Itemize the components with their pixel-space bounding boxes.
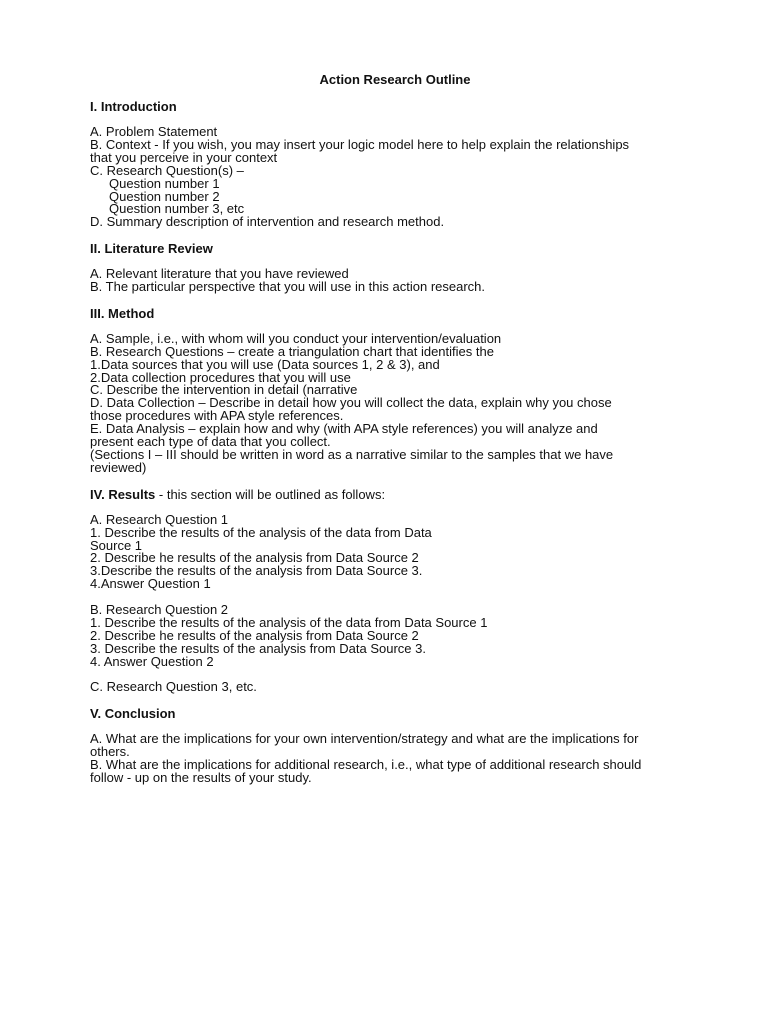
results-line: A. Research Question 1 bbox=[90, 511, 229, 527]
literature-line: B. The particular perspective that you will use in this action research. bbox=[90, 279, 486, 295]
results-line: 3. Describe the results of the analysis from Data Source 3. bbox=[90, 640, 426, 656]
section-method bbox=[90, 307, 690, 475]
intro-line: D. Summary description of intervention and research method. bbox=[90, 214, 445, 230]
results-heading-label: IV. Results bbox=[90, 486, 156, 502]
results-question-3 bbox=[90, 681, 690, 694]
literature-line: A. Relevant literature that you have reviewed bbox=[90, 266, 349, 282]
section-heading-results bbox=[90, 488, 690, 501]
results-heading-description: - this section will be outlined as follows: bbox=[155, 486, 386, 502]
intro-line: C. Research Question(s) – bbox=[90, 162, 244, 178]
method-line: present each type of data that you collect. bbox=[90, 434, 331, 450]
results-question-2 bbox=[90, 604, 690, 669]
conclusion-line: follow - up on the results of your study. bbox=[90, 769, 312, 785]
method-line: reviewed) bbox=[90, 459, 147, 475]
method-line: 2.Data collection procedures that you will use bbox=[90, 369, 351, 385]
section-introduction bbox=[90, 100, 690, 229]
results-line: B. Research Question 2 bbox=[90, 602, 229, 618]
conclusion-line: A. What are the implications for your own intervention/strategy and what are the implications for bbox=[90, 731, 639, 747]
method-line: A. Sample, i.e., with whom will you conduct your intervention/evaluation bbox=[90, 330, 502, 346]
section-results bbox=[90, 488, 690, 695]
method-line: (Sections I – III should be written in word as a narrative similar to the samples that we have bbox=[90, 447, 614, 462]
method-line: D. Data Collection – Describe in detail how you will collect the data, explain why you chose bbox=[90, 395, 612, 411]
results-line: 2. Describe he results of the analysis from Data Source 2 bbox=[90, 627, 419, 643]
section-heading-conclusion: V. Conclusion bbox=[90, 706, 176, 722]
results-line: C. Research Question 3, etc. bbox=[90, 679, 257, 695]
results-line: 2. Describe he results of the analysis from Data Source 2 bbox=[90, 550, 419, 566]
research-question-item: Question number 2 bbox=[109, 188, 220, 204]
results-line: 4. Answer Question 2 bbox=[90, 653, 214, 669]
results-line: 1. Describe the results of the analysis of the data from Data Source 1 bbox=[90, 614, 488, 630]
method-line: those procedures with APA style references. bbox=[90, 408, 344, 424]
conclusion-line: B. What are the implications for additional research, i.e., what type of additional research should bbox=[90, 757, 642, 773]
results-line: 1. Describe the results of the analysis of the data from Data bbox=[90, 524, 432, 540]
method-line: 1.Data sources that you will use (Data sources 1, 2 & 3), and bbox=[90, 356, 440, 372]
method-line: B. Research Questions – create a triangulation chart that identifies the bbox=[90, 343, 494, 359]
section-heading-literature-review: II. Literature Review bbox=[90, 241, 213, 257]
section-heading-method: III. Method bbox=[90, 305, 155, 321]
research-question-item: Question number 3, etc bbox=[109, 201, 245, 217]
outline-document bbox=[90, 72, 690, 785]
section-literature-review bbox=[90, 242, 690, 294]
method-line: E. Data Analysis – explain how and why (with APA style references) you will analyze and bbox=[90, 421, 598, 437]
document-title: Action Research Outline bbox=[319, 72, 471, 87]
method-line: C. Describe the intervention in detail (narrative bbox=[90, 382, 358, 398]
conclusion-line: others. bbox=[90, 744, 130, 760]
intro-line: A. Problem Statement bbox=[90, 124, 218, 139]
results-line: 4.Answer Question 1 bbox=[90, 576, 211, 592]
intro-line: B. Context - If you wish, you may insert your logic model here to help explain the relationships bbox=[90, 136, 630, 152]
section-conclusion bbox=[90, 707, 690, 785]
intro-line: that you perceive in your context bbox=[90, 149, 278, 165]
research-question-item: Question number 1 bbox=[109, 175, 220, 191]
results-question-1 bbox=[90, 511, 690, 592]
results-line: 3.Describe the results of the analysis from Data Source 3. bbox=[90, 563, 423, 579]
section-heading-introduction: I. Introduction bbox=[90, 99, 177, 114]
results-line: Source 1 bbox=[90, 537, 143, 553]
